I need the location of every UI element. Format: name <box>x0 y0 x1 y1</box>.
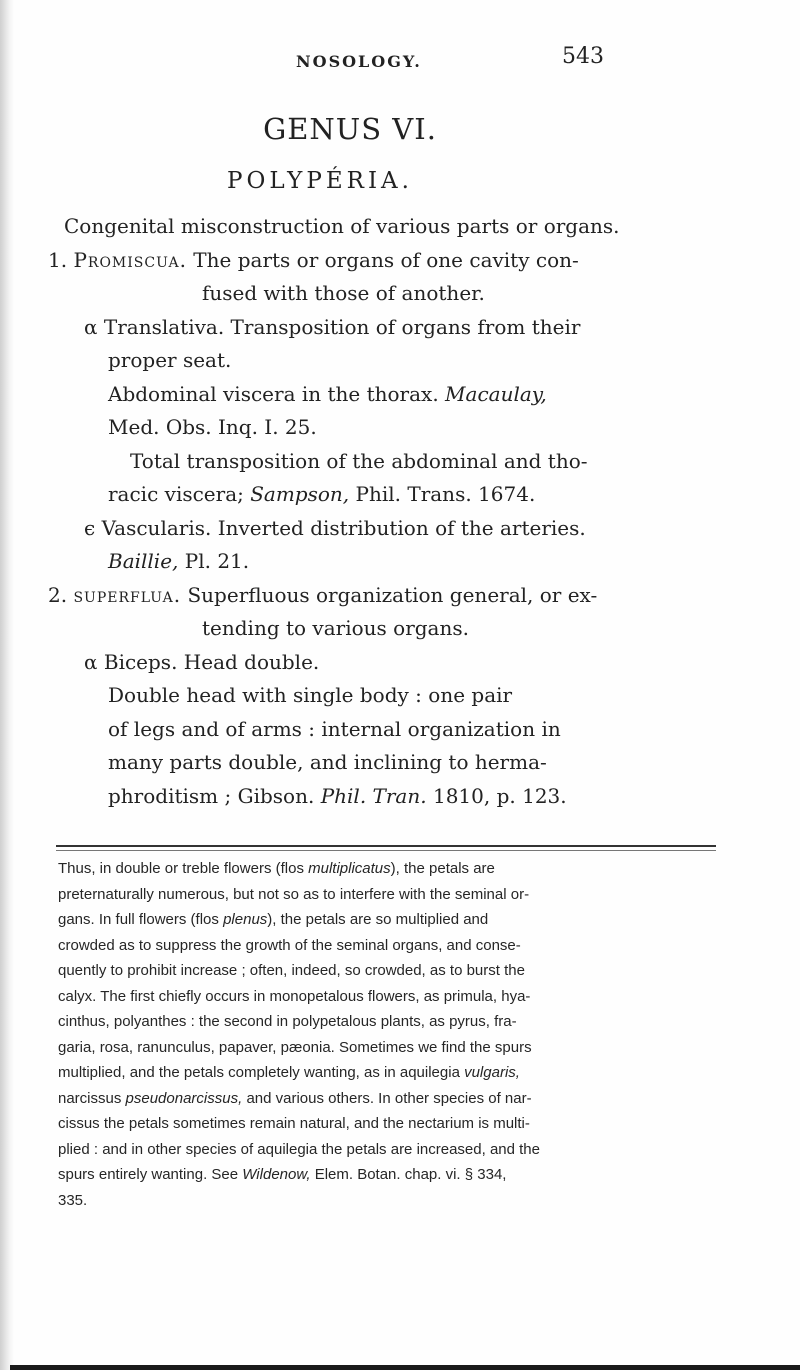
footnote-italic: pseudonarcissus, <box>125 1089 243 1107</box>
footnote-line-1 <box>58 856 722 882</box>
footnote-line-9 <box>58 1060 722 1086</box>
footnote-line-5: quently to prohibit increase ; often, indeed, so crowded, as to burst the <box>58 962 525 979</box>
species-2-desc-2: tending to various organs. <box>202 616 469 640</box>
running-head <box>0 44 800 74</box>
example-3-text: phroditism ; Gibson. <box>108 783 315 808</box>
definition: Congenital misconstruction of various parts or organs. <box>64 214 620 238</box>
footnote-italic: multiplicatus <box>308 860 391 877</box>
variety-a-line-1 <box>84 311 704 345</box>
footnote-text: spurs entirely wanting. See <box>58 1166 239 1183</box>
footnote-line-4: crowded as to suppress the growth of the seminal organs, and conse- <box>58 936 521 954</box>
example-3-ref-title: Phil. Tran. <box>320 783 427 808</box>
variety-b-line-2 <box>84 545 704 579</box>
example-1-line-1 <box>84 378 704 412</box>
variety-a-letter: α <box>84 314 98 339</box>
footnote-text: ), the petals are so multiplied and <box>267 911 489 928</box>
variety-b-desc: Inverted distribution of the arteries. <box>217 515 586 540</box>
footnote-line-8: garia, rosa, ranunculus, papaver, pæonia. Sometimes we find the spurs <box>58 1038 532 1056</box>
species-2-line-1 <box>48 579 704 613</box>
footnote-line-12: plied : and in other species of aquilegia the petals are increased, and the <box>58 1140 540 1158</box>
variety-a-desc-1: Transposition of organs from their <box>230 314 581 339</box>
example-1-author: Macaulay, <box>445 381 547 406</box>
example-3-line-3: many parts double, and inclining to herma- <box>108 750 547 774</box>
footnote-text: gans. In full flowers (flos <box>58 911 219 928</box>
variety-a-name: Translativa. <box>103 314 225 339</box>
variety-b-line-1 <box>84 512 704 546</box>
example-3-ref: 1810, p. 123. <box>432 783 567 808</box>
variety-c-desc: Head double. <box>183 649 320 674</box>
example-3-line-1: Double head with single body : one pair <box>108 683 513 707</box>
variety-b-ref: Pl. 21. <box>184 549 250 573</box>
species-2-desc-1: Superfluous organization general, or ex- <box>187 582 598 607</box>
page-gutter-shadow <box>0 0 14 1370</box>
footnote-line-3 <box>58 907 722 933</box>
example-2-text: racic viscera; <box>108 482 244 506</box>
page-number: 543 <box>562 44 604 69</box>
example-1-ref: Med. Obs. Inq. I. 25. <box>108 415 317 439</box>
footnote-text: Elem. Botan. chap. vi. § 334, <box>314 1166 507 1183</box>
example-3-line-2: of legs and of arms : internal organization in <box>108 716 561 741</box>
variety-c-letter: α <box>84 649 98 674</box>
footnote-line-11: cissus the petals sometimes remain natural, and the nectarium is multi- <box>58 1115 530 1132</box>
example-2-line-1: Total transposition of the abdominal and tho- <box>130 448 588 473</box>
variety-c-line-1 <box>84 646 704 680</box>
page-bottom-edge <box>10 1365 800 1370</box>
footnote-line-6: calyx. The first chiefly occurs in monopetalous flowers, as primula, hya- <box>58 987 531 1005</box>
species-1-desc-1: The parts or organs of one cavity con- <box>193 247 579 272</box>
main-text <box>48 210 704 813</box>
footnote-line-7: cinthus, polyanthes : the second in polypetalous plants, as pyrus, fra- <box>58 1013 517 1030</box>
species-2-number: 2. <box>48 582 68 607</box>
footnote-text: multiplied, and the petals completely wanting, as in aquilegia <box>58 1064 460 1081</box>
footnote-rule <box>56 845 716 847</box>
variety-a-desc-2: proper seat. <box>108 348 232 372</box>
example-1-text: Abdominal viscera in the thorax. <box>108 381 439 406</box>
variety-b-name: Vascularis. <box>101 515 212 540</box>
footnote-line-10 <box>58 1086 722 1112</box>
species-1-line-1 <box>48 244 704 278</box>
footnote-text: Thus, in double or treble flowers (flos <box>58 860 304 877</box>
genus-name: POLYPÉRIA. <box>227 168 413 194</box>
footnote-line-14: 335. <box>58 1191 88 1209</box>
species-1-name: Promiscua. <box>73 247 187 272</box>
footnote-rule-thin <box>56 850 716 851</box>
species-1-number: 1. <box>48 247 68 272</box>
species-2-name: superflua. <box>73 582 182 607</box>
footnote-italic: plenus <box>223 911 268 928</box>
footnote-italic: vulgaris, <box>464 1064 520 1081</box>
footnote-line-13 <box>58 1162 722 1188</box>
example-2-line-2 <box>84 478 704 512</box>
genus-heading: GENUS VI. <box>263 112 437 146</box>
footnote <box>58 856 722 1213</box>
footnote-text: and various others. In other species of nar- <box>246 1089 532 1107</box>
example-2-author: Sampson, <box>250 482 350 506</box>
example-2-ref: Phil. Trans. 1674. <box>355 482 536 506</box>
variety-b-letter: ϵ <box>84 515 96 540</box>
footnote-line-2: preternaturally numerous, but not so as to interfere with the seminal or- <box>58 885 530 903</box>
species-1-desc-2: fused with those of another. <box>202 281 485 305</box>
footnote-text: ), the petals are <box>390 860 495 877</box>
footnote-text: narcissus <box>58 1089 122 1107</box>
variety-c-name: Biceps. <box>103 649 178 674</box>
running-head-title: NOSOLOGY. <box>296 52 422 71</box>
footnote-italic: Wildenow, <box>242 1166 311 1183</box>
example-3-line-4 <box>84 780 704 814</box>
variety-b-author: Baillie, <box>108 549 179 573</box>
